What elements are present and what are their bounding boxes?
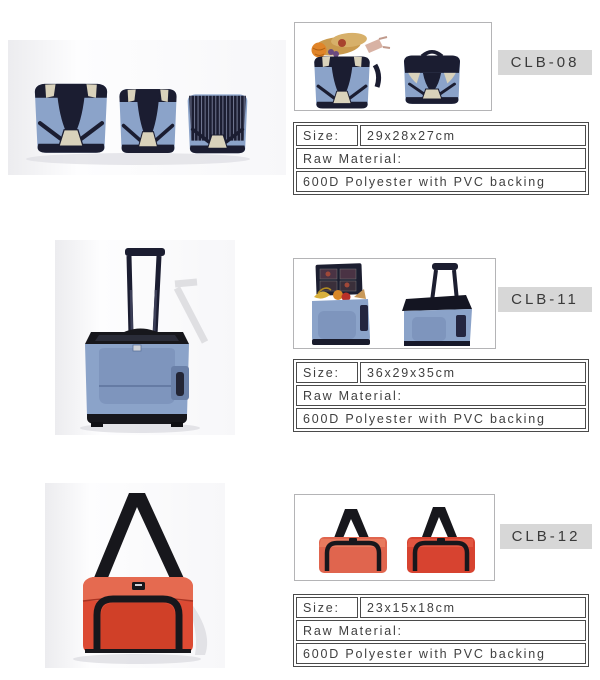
cooler-bag-medium-illustration (119, 89, 176, 153)
closed-cooler-illustration (404, 52, 460, 104)
spec-table-clb-12 (293, 594, 589, 667)
spec-material-value: 600D Polyester with PVC backing (296, 643, 586, 664)
open-trolley-cooler-with-fruit-illustration (312, 263, 370, 345)
product-photo-clb-08 (8, 40, 286, 175)
spec-row-material-value (296, 171, 586, 192)
red-shoulder-cooler-left-illustration (319, 509, 387, 573)
spec-size-value: 29x28x27cm (360, 125, 586, 146)
spec-size-label: Size: (296, 362, 358, 383)
spec-row-size (296, 125, 586, 146)
product-code-badge: CLB-11 (498, 287, 592, 312)
cooler-bag-striped-illustration (188, 94, 248, 153)
spec-row-material-label (296, 620, 586, 641)
spec-size-value: 23x15x18cm (360, 597, 586, 618)
product-photo-clb-11 (55, 240, 235, 435)
spec-row-material-label (296, 148, 586, 169)
cooler-bag-large-illustration (35, 84, 107, 153)
spec-table-clb-08 (293, 122, 589, 195)
spec-material-label: Raw Material: (296, 148, 586, 169)
spec-table-clb-11 (293, 359, 589, 432)
spec-row-material-label (296, 385, 586, 406)
inset-photo-clb-12 (294, 494, 495, 581)
spec-row-size (296, 362, 586, 383)
closed-trolley-cooler-illustration (402, 263, 472, 346)
inset-photo-clb-08 (294, 22, 492, 111)
spec-row-size (296, 597, 586, 618)
product-code-badge: CLB-12 (500, 524, 592, 549)
spec-row-material-value (296, 643, 586, 664)
spec-row-material-value (296, 408, 586, 429)
spec-material-label: Raw Material: (296, 385, 586, 406)
spec-size-label: Size: (296, 125, 358, 146)
spec-material-value: 600D Polyester with PVC backing (296, 171, 586, 192)
spec-size-label: Size: (296, 597, 358, 618)
product-photo-clb-12 (45, 483, 225, 668)
inset-photo-clb-11 (293, 258, 496, 349)
product-code-badge: CLB-08 (498, 50, 592, 75)
spec-size-value: 36x29x35cm (360, 362, 586, 383)
spec-material-value: 600D Polyester with PVC backing (296, 408, 586, 429)
red-shoulder-cooler-right-illustration (407, 507, 475, 573)
spec-material-label: Raw Material: (296, 620, 586, 641)
open-cooler-with-food-illustration (312, 31, 391, 108)
